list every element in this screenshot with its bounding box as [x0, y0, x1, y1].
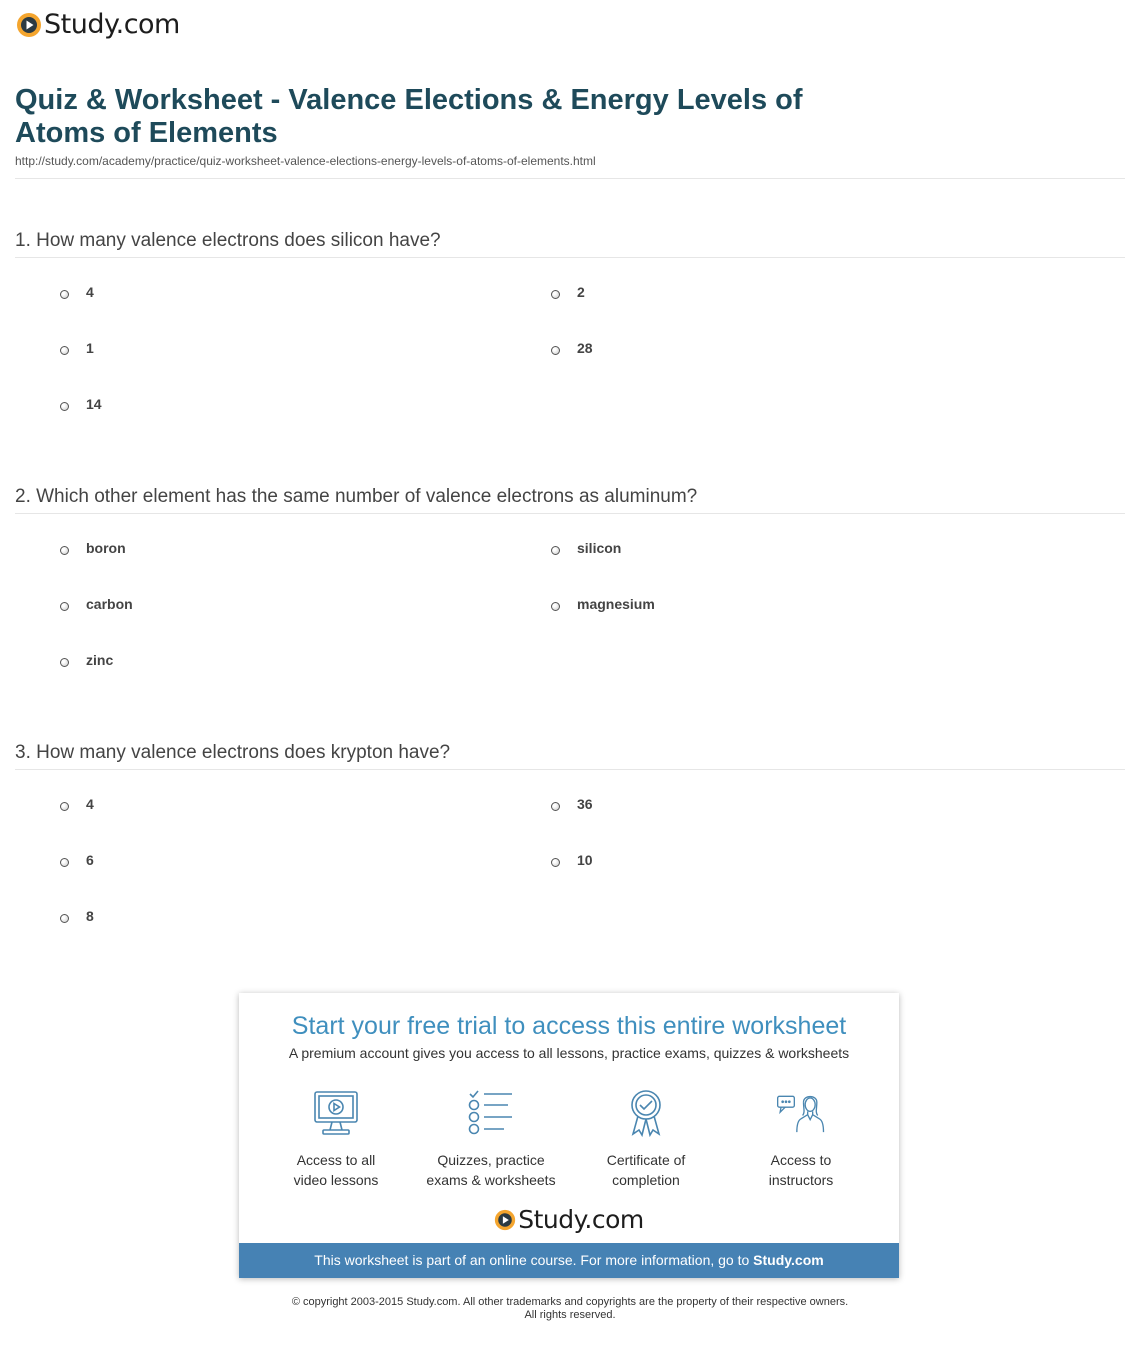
radio-button[interactable] [60, 602, 69, 611]
feature-label-line1: Certificate of [606, 1152, 686, 1168]
answer-label: 1 [86, 340, 94, 356]
feature-instructors [726, 1088, 876, 1190]
radio-button[interactable] [551, 546, 560, 555]
study-logo[interactable] [16, 10, 180, 40]
feature-label-line2: video lessons [293, 1172, 379, 1188]
award-ribbon-icon [621, 1088, 671, 1138]
radio-button[interactable] [551, 346, 560, 355]
feature-label-line2: completion [612, 1172, 680, 1188]
feature-label-line1: Quizzes, practice [437, 1152, 545, 1168]
answer-label: 8 [86, 908, 94, 924]
answer-label: zinc [86, 652, 114, 668]
radio-button[interactable] [60, 914, 69, 923]
logo-text: Study.com [518, 1205, 644, 1234]
answer-option[interactable] [60, 284, 94, 300]
answer-label: 4 [86, 284, 94, 300]
answer-label: magnesium [577, 596, 655, 612]
answer-option[interactable] [60, 796, 94, 812]
answer-option[interactable] [60, 396, 102, 412]
question-1: 1. How many valence electrons does silicon have? [15, 230, 441, 251]
answer-option[interactable] [60, 908, 94, 924]
radio-button[interactable] [60, 290, 69, 299]
radio-button[interactable] [551, 802, 560, 811]
course-info-bar [239, 1243, 899, 1278]
answer-option[interactable] [551, 796, 593, 812]
answer-option[interactable] [551, 284, 585, 300]
question-divider [15, 769, 1125, 770]
radio-button[interactable] [60, 658, 69, 667]
page-title: Quiz & Worksheet - Valence Elections & Energy Levels of Atoms of Elements [15, 84, 803, 149]
answer-label: carbon [86, 596, 133, 612]
answer-option[interactable] [60, 540, 126, 556]
course-info-link[interactable]: Study.com [753, 1252, 824, 1268]
question-divider [15, 257, 1125, 258]
feature-certificate [571, 1088, 721, 1190]
answer-option[interactable] [60, 652, 113, 668]
answer-label: 10 [577, 852, 593, 868]
logo-text: Study.com [44, 9, 180, 40]
question-divider [15, 513, 1125, 514]
answer-option[interactable] [551, 852, 593, 868]
feature-label-line1: Access to all [296, 1152, 376, 1168]
answer-option[interactable] [551, 340, 593, 356]
feature-video-lessons [261, 1088, 411, 1190]
answer-label: boron [86, 540, 126, 556]
radio-button[interactable] [60, 346, 69, 355]
study-logo-icon [494, 1209, 516, 1231]
answer-option[interactable] [60, 852, 94, 868]
answer-option[interactable] [60, 596, 133, 612]
instructor-icon [776, 1088, 826, 1138]
answer-label: 6 [86, 852, 94, 868]
radio-button[interactable] [551, 602, 560, 611]
answer-label: 2 [577, 284, 585, 300]
promo-study-logo[interactable] [239, 1205, 899, 1234]
question-2: 2. Which other element has the same number of valence electrons as aluminum? [15, 486, 698, 507]
answer-label: silicon [577, 540, 622, 556]
header-divider [15, 178, 1125, 179]
answer-label: 14 [86, 396, 102, 412]
page-url: http://study.com/academy/practice/quiz-worksheet-valence-elections-energy-levels-of-atoms-of-elements.html [15, 154, 596, 168]
feature-label-line1: Access to [770, 1152, 832, 1168]
answer-option[interactable] [551, 540, 621, 556]
course-info-text: This worksheet is part of an online course. For more information, go to [314, 1252, 754, 1268]
radio-button[interactable] [60, 546, 69, 555]
copyright [0, 1296, 1140, 1322]
free-trial-subtitle: A premium account gives you access to all lessons, practice exams, quizzes & worksheets [288, 1045, 850, 1061]
radio-button[interactable] [60, 802, 69, 811]
radio-button[interactable] [551, 858, 560, 867]
video-monitor-icon [311, 1088, 361, 1138]
feature-label-line2: instructors [768, 1172, 834, 1188]
answer-label: 28 [577, 340, 593, 356]
free-trial-title[interactable]: Start your free trial to access this entire worksheet [291, 1012, 847, 1040]
answer-option[interactable] [551, 596, 655, 612]
question-3: 3. How many valence electrons does krypton have? [15, 742, 451, 763]
answer-option[interactable] [60, 340, 94, 356]
copyright-line2: All rights reserved. [524, 1309, 616, 1321]
free-trial-card [239, 993, 899, 1278]
checklist-icon [466, 1088, 516, 1138]
answer-label: 4 [86, 796, 94, 812]
study-logo-icon [16, 12, 42, 38]
radio-button[interactable] [60, 402, 69, 411]
copyright-line1: © copyright 2003-2015 Study.com. All other trademarks and copyrights are the property of their respective owners. [291, 1296, 849, 1308]
feature-quizzes [416, 1088, 566, 1190]
radio-button[interactable] [551, 290, 560, 299]
feature-label-line2: exams & worksheets [426, 1172, 556, 1188]
answer-label: 36 [577, 796, 593, 812]
radio-button[interactable] [60, 858, 69, 867]
